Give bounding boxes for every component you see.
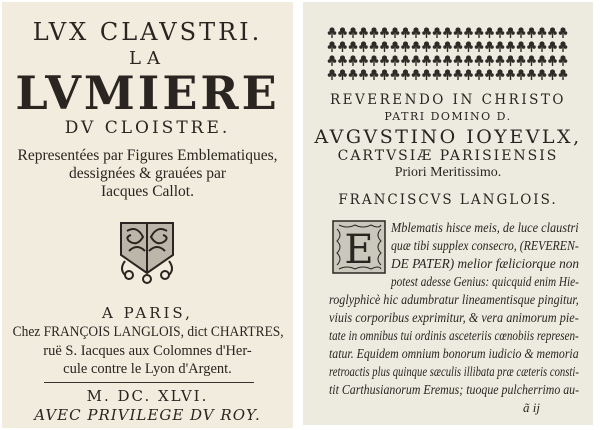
- dedication-line: CARTVSIÆ PARISIENSIS: [337, 148, 559, 164]
- imprint-city: A PARIS,: [102, 304, 193, 322]
- publication-date: M. DC. XLVI.: [86, 387, 209, 405]
- svg-text:E: E: [344, 227, 374, 273]
- subtitle-line: dessignées & grauées par: [68, 165, 227, 182]
- author-name: FRANCISCVS LANGLOIS.: [338, 192, 558, 208]
- body-text-line: quæ tibi supplex consecro, (REVEREN-: [391, 238, 579, 253]
- signature-mark: ã ij: [523, 400, 540, 415]
- headpiece-ornament-icon: [327, 26, 568, 82]
- fleuron-ornament-icon: [115, 217, 179, 285]
- privilege-line: AVEC PRIVILEGE DV ROY.: [34, 406, 261, 424]
- dedication-line: Priori Meritissimo.: [394, 165, 502, 180]
- dedication-line: PATRI DOMINO D.: [384, 110, 512, 123]
- title-article: LA: [129, 48, 166, 69]
- subtitle-line: Representées par Figures Emblematiques,: [17, 147, 278, 164]
- body-text-line: tate in omnibus tui ordinis asceteriis cœnobiis represen-: [329, 328, 579, 343]
- body-text-line: Mblematis hisce meis, de luce claustri: [391, 220, 579, 235]
- dedication-line: REVERENDO IN CHRISTO: [330, 92, 566, 108]
- divider-rule: [44, 382, 254, 383]
- body-text-line: viuis corporibus exprimitur, & vera animorum pie-: [329, 310, 579, 325]
- title-latin: LVX CLAVSTRI.: [32, 18, 263, 46]
- imprint-line: cule contre le Lyon d'Argent.: [63, 361, 232, 377]
- dedication-page: [303, 2, 593, 425]
- body-text-line: potest adesse Genius: quicquid enim Hie-: [391, 274, 579, 289]
- title-subtitle: DV CLOISTRE.: [64, 118, 231, 138]
- body-text-line: DE PATER) melior fæliciorque non: [391, 256, 580, 271]
- body-text-line: retroactis plus quinque sæculis illibata præ cæteris consti-: [329, 364, 579, 379]
- imprint-line: ruë S. Iacques aux Colomnes d'Her-: [43, 343, 252, 359]
- title-page: [2, 2, 293, 428]
- body-text-line: tatur. Equidem omnium bonorum iudicio & memoria: [329, 346, 579, 361]
- title-main: LVMIERE: [15, 66, 280, 120]
- body-text-line: roglyphicè hic adumbratur lineamentisque pingitur,: [329, 292, 579, 307]
- dedicatee-name: AVGVSTINO IOYEVLX,: [314, 126, 582, 148]
- body-text-line: tit Carthusianorum Eremus; tuoque pulcherrimo au-: [329, 382, 580, 397]
- drop-cap-icon: [331, 219, 387, 275]
- subtitle-line: Iacques Callot.: [101, 183, 194, 200]
- imprint-line: Chez FRANÇOIS LANGLOIS, dict CHARTRES,: [12, 324, 284, 340]
